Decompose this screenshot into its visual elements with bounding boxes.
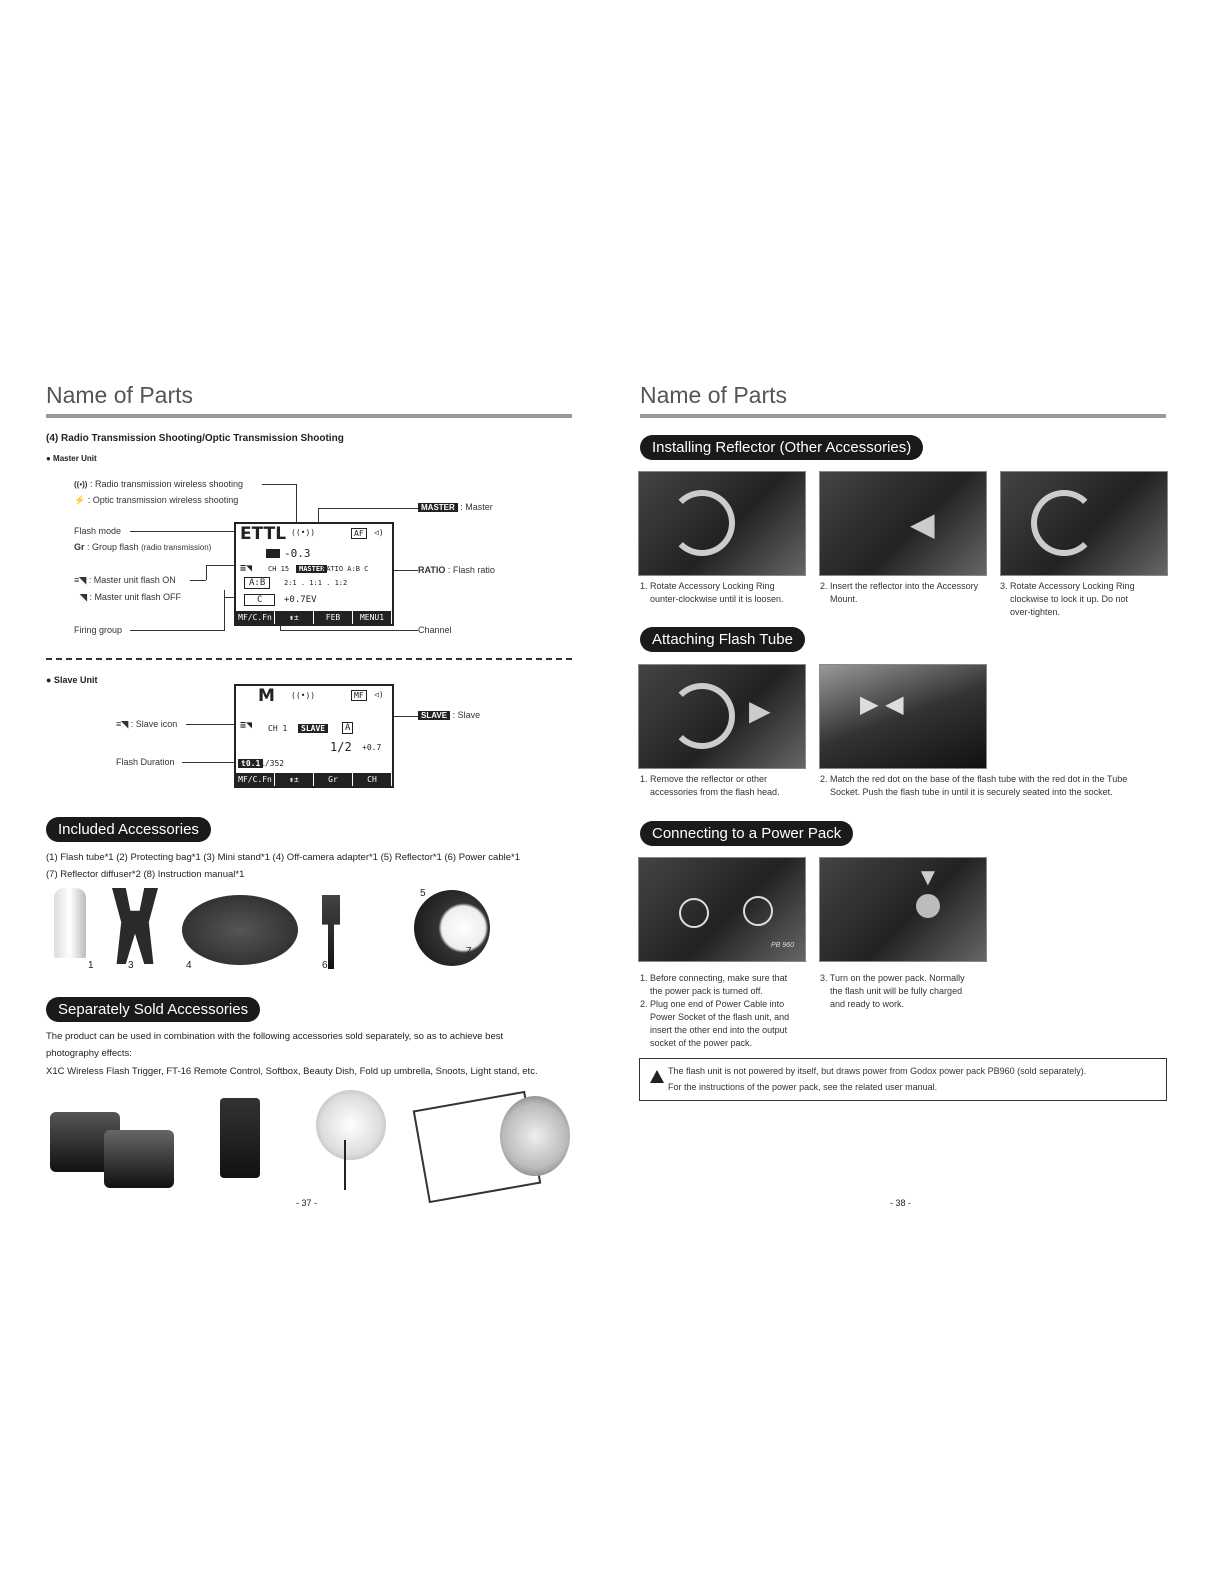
power-pack-label: PB 960 — [771, 942, 794, 949]
caption-line: the flash unit will be fully charged — [830, 986, 963, 996]
lcd-button: MF/C.Fn — [236, 611, 274, 624]
channel-label: Channel — [418, 625, 452, 635]
radio-label — [74, 479, 243, 489]
attaching-flash-tube-heading: Attaching Flash Tube — [640, 627, 805, 652]
leader-line — [206, 565, 207, 580]
firing-group-label: Firing group — [74, 625, 123, 635]
attach-photo-1 — [638, 664, 806, 769]
power-cable-image — [316, 895, 346, 969]
leader-line — [206, 565, 236, 566]
included-line-1: (1) Flash tube*1 (2) Protecting bag*1 (3) Mini stand*1 (4) Off-camera adapter*1 (5) Reflector*1 (6) Power cable*1 — [46, 852, 520, 863]
warning-icon — [650, 1070, 664, 1083]
lcd-flash-icon: ≡◥ — [240, 720, 253, 731]
leader-line — [224, 590, 225, 630]
section-4-heading: (4) Radio Transmission Shooting/Optic Transmission Shooting — [46, 433, 344, 444]
connect-photo-1 — [638, 857, 806, 962]
reflector-image — [414, 890, 490, 966]
clockwise-arrow-icon — [1031, 490, 1097, 556]
master-on-text: : Master unit flash ON — [88, 575, 176, 585]
install-photo-3 — [1000, 471, 1168, 576]
left-page-title: Name of Parts — [46, 382, 193, 408]
lcd-radio-icon: ((•)) — [291, 691, 316, 700]
item-number: 6 — [322, 960, 328, 971]
slave-badge: SLAVE — [418, 711, 450, 720]
master-on-label — [74, 575, 176, 586]
ratio-bold: RATIO — [418, 565, 446, 575]
caption-line: accessories from the flash head. — [650, 787, 780, 797]
installing-reflector-heading: Installing Reflector (Other Accessories) — [640, 435, 923, 460]
lcd-mode: M — [258, 686, 275, 706]
included-accessories-heading: Included Accessories — [46, 817, 211, 842]
caption-line: socket of the power pack. — [650, 1038, 753, 1048]
flash-tube-image — [54, 888, 86, 958]
caption-line: clockwise to lock it up. Do not — [1010, 594, 1129, 604]
lcd-mf: MF — [351, 690, 367, 701]
counter-clockwise-arrow-icon — [669, 683, 735, 749]
ratio-text: : Flash ratio — [447, 565, 495, 575]
section-divider — [46, 658, 572, 660]
lcd-ratios: 2:1 . 1:1 . 1:2 — [284, 579, 348, 587]
flash-off-icon: ◥ — [80, 592, 87, 602]
socket-highlight-icon — [743, 896, 773, 926]
sold-line-1: The product can be used in combination with the following accessories sold separately, so as to achieve best — [46, 1031, 504, 1042]
master-off-text: : Master unit flash OFF — [89, 592, 181, 602]
install-photo-1 — [638, 471, 806, 576]
right-page-number: - 38 - — [890, 1198, 912, 1208]
sold-line-3: X1C Wireless Flash Trigger, FT-16 Remote Control, Softbox, Beauty Dish, Fold up umbrella, Snoots, Light stand, etc. — [46, 1066, 538, 1077]
install-caption-2 — [820, 580, 996, 606]
master-off-label — [74, 592, 181, 603]
caption-line: Mount. — [830, 594, 858, 604]
adapter-plate-image — [182, 895, 298, 965]
lcd-sound-icon: ◁) — [374, 690, 384, 699]
right-title-rule — [640, 414, 1166, 418]
lcd-mode: ETTL — [240, 524, 287, 544]
connect-caption-right — [820, 972, 996, 1011]
master-badge-text: : Master — [460, 502, 493, 512]
lcd-ab-box: A:B — [244, 577, 270, 589]
lcd-c-box: C — [244, 594, 275, 606]
slave-badge-label — [418, 710, 480, 720]
slave-flash-icon: ≡◥ — [116, 719, 129, 729]
power-button — [916, 894, 940, 918]
leader-line — [296, 484, 297, 524]
caption-line: 2. Insert the reflector into the Accessory — [820, 581, 979, 591]
radio-wave-icon: ((•)) — [74, 480, 88, 489]
leader-line — [280, 630, 418, 631]
slave-icon-label — [116, 719, 177, 730]
socket-highlight-icon — [679, 898, 709, 928]
slave-badge-text: : Slave — [452, 710, 481, 720]
left-title-rule — [46, 414, 572, 418]
install-caption-1 — [640, 580, 816, 606]
caption-line: over-tighten. — [1010, 607, 1061, 617]
ft16-remote-image — [220, 1098, 260, 1178]
master-badge-label — [418, 502, 493, 512]
lcd-button: Gr — [314, 773, 352, 786]
gr-small: (radio transmission) — [141, 543, 212, 552]
lcd-duration: 1/352 — [260, 759, 285, 768]
lcd-button: CH — [353, 773, 391, 786]
item-number: 7 — [466, 946, 472, 957]
item-number: 1 — [88, 960, 94, 971]
lcd-power: 1/2 — [330, 740, 352, 754]
sold-line-2: photography effects: — [46, 1048, 132, 1059]
lcd-ch: CH 1 — [268, 724, 288, 733]
radio-label-text: : Radio transmission wireless shooting — [89, 479, 244, 489]
caption-line: insert the other end into the output — [650, 1025, 788, 1035]
beauty-dish-image — [500, 1096, 570, 1176]
attach-caption-1 — [640, 773, 816, 799]
warning-line-1: The flash unit is not powered by itself, but draws power from Godox power pack PB960 (sold separately). — [668, 1066, 1087, 1076]
item-number: 5 — [420, 888, 426, 899]
connect-photo-2 — [819, 857, 987, 962]
lcd-ratio: RATIO A:B C — [322, 565, 369, 573]
lcd-button: MENU1 — [353, 611, 391, 624]
caption-line: ounter-clockwise until it is loosen. — [650, 594, 784, 604]
mini-stand-image — [112, 888, 158, 964]
group-flash-label — [74, 542, 211, 552]
lcd-master-badge: MASTER — [296, 565, 327, 573]
caption-line: 2. Plug one end of Power Cable into — [640, 999, 785, 1009]
leader-line — [186, 724, 236, 725]
caption-line: the power pack is turned off. — [650, 986, 763, 996]
lcd-ev: +0.7EV — [284, 595, 317, 605]
power-button-arrow-icon: ▼ — [916, 864, 940, 891]
lcd-button: ⇟± — [275, 611, 313, 624]
item-number: 3 — [128, 960, 134, 971]
flash-duration-label: Flash Duration — [116, 757, 175, 767]
lcd-flash-icon: ≡◥ — [240, 563, 253, 574]
caption-line: Power Socket of the flash unit, and — [650, 1012, 790, 1022]
caption-line: Socket. Push the flash tube in until it is securely seated into the socket. — [830, 787, 1113, 797]
caption-line: 3. Rotate Accessory Locking Ring — [1000, 581, 1135, 591]
slave-icon-text: : Slave icon — [130, 719, 178, 729]
lcd-button: FEB — [314, 611, 352, 624]
right-page-title: Name of Parts — [640, 382, 787, 408]
caption-line: 1. Before connecting, make sure that — [640, 973, 788, 983]
lcd-duration-badge: t0.1 — [238, 759, 263, 768]
leader-line — [130, 630, 225, 631]
master-lcd-screen — [234, 522, 394, 626]
leader-line — [262, 484, 297, 485]
warning-box — [639, 1058, 1167, 1101]
item-number: 4 — [186, 960, 192, 971]
attach-caption-2 — [820, 773, 1166, 799]
counter-clockwise-arrow-icon — [669, 490, 735, 556]
tube-push-arrow-icon: ▶ ◀ — [860, 691, 904, 718]
leader-line — [130, 531, 235, 532]
included-line-2: (7) Reflector diffuser*2 (8) Instruction manual*1 — [46, 869, 245, 880]
leader-line — [190, 580, 206, 581]
caption-line: 1. Rotate Accessory Locking Ring — [640, 581, 775, 591]
sold-accessories-heading: Separately Sold Accessories — [46, 997, 260, 1022]
leader-line — [318, 508, 418, 509]
flash-mode-label: Flash mode — [74, 526, 122, 536]
flash-on-icon: ≡◥ — [74, 575, 87, 585]
left-page-number: - 37 - — [296, 1198, 318, 1208]
gr-bold: Gr — [74, 542, 85, 552]
ratio-label — [418, 565, 495, 575]
lcd-button: ⇟± — [275, 773, 313, 786]
connecting-power-pack-heading: Connecting to a Power Pack — [640, 821, 853, 846]
x1c-trigger-image — [104, 1130, 174, 1188]
caption-line: 2. Match the red dot on the base of the flash tube with the red dot in the Tube — [820, 774, 1128, 784]
umbrella-image — [316, 1090, 386, 1160]
lcd-power-ev: +0.7 — [362, 743, 382, 752]
install-caption-3 — [1000, 580, 1166, 619]
lcd-group: A — [342, 722, 353, 734]
gr-text: : Group flash — [87, 542, 139, 552]
slave-unit-heading: ● Slave Unit — [46, 675, 98, 685]
lcd-comp-icon — [266, 549, 280, 558]
lcd-comp: -0.3 — [284, 547, 311, 560]
lcd-sound-icon: ◁) — [374, 528, 384, 537]
connect-caption-left — [640, 972, 816, 1050]
slave-lcd-screen — [234, 684, 394, 788]
master-badge: MASTER — [418, 503, 458, 512]
attach-photo-2 — [819, 664, 987, 769]
optic-label-text: : Optic transmission wireless shooting — [87, 495, 239, 505]
lcd-af: AF — [351, 528, 367, 539]
leader-line — [182, 762, 238, 763]
lcd-button-bar — [236, 611, 392, 624]
optic-bolt-icon: ⚡ — [74, 495, 86, 505]
lcd-ch: CH 15 — [268, 565, 290, 573]
lcd-radio-icon: ((•)) — [291, 528, 316, 537]
optic-label — [74, 495, 238, 506]
insert-arrow-icon: ◀ — [910, 506, 935, 542]
warning-line-2: For the instructions of the power pack, see the related user manual. — [668, 1082, 938, 1092]
install-photo-2 — [819, 471, 987, 576]
remove-arrow-icon: ▶ — [749, 695, 771, 726]
lcd-slave-badge: SLAVE — [298, 724, 328, 733]
lcd-button-bar — [236, 773, 392, 786]
caption-line: 3. Turn on the power pack. Normally — [820, 973, 965, 983]
caption-line: and ready to work. — [830, 999, 905, 1009]
master-unit-heading: ● Master Unit — [46, 454, 97, 463]
lcd-button: MF/C.Fn — [236, 773, 274, 786]
light-stand-image — [344, 1140, 346, 1190]
caption-line: 1. Remove the reflector or other — [640, 774, 768, 784]
